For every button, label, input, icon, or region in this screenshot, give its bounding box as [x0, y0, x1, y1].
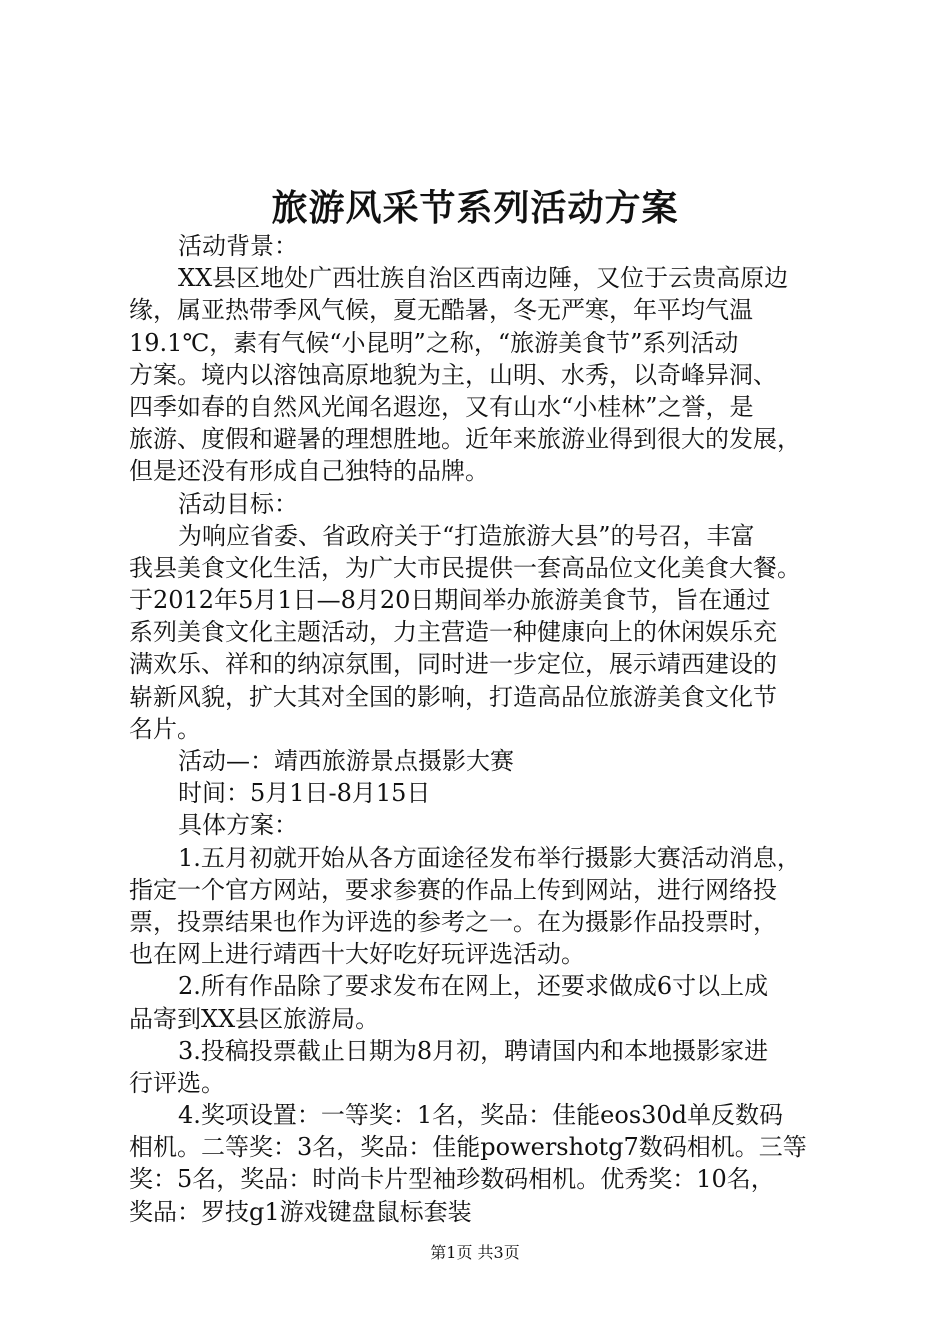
text-line: 相机。二等奖：3名，奖品：佳能powershotg7数码相机。三等 [129, 1133, 807, 1162]
text-line: 名片。 [129, 714, 201, 743]
text-line: XX县区地处广西壮族自治区西南边陲，又位于云贵高原边 [178, 264, 789, 293]
page-title: 旅游风采节系列活动方案 [271, 187, 679, 229]
text-line: 我县美食文化生活，为广大市民提供一套高品位文化美食大餐。 [129, 553, 801, 582]
text-line: 活动背景： [178, 232, 298, 260]
text-line: 行评选。 [129, 1068, 225, 1097]
text-line: 但是还没有形成自己独特的品牌。 [129, 457, 489, 486]
page-footer: 第1页 共3页 [430, 1243, 520, 1262]
text-line: 奖品：罗技g1游戏键盘鼠标套装 [129, 1197, 472, 1226]
text-line: 时间：5月1日-8月15日 [178, 779, 431, 808]
text-line: 方案。境内以溶蚀高原地貌为主，山明、水秀，以奇峰异洞、 [129, 360, 777, 389]
text-line: 3.投稿投票截止日期为8月初，聘请国内和本地摄影家进 [178, 1036, 769, 1065]
text-line: 4.奖项设置：一等奖：1名，奖品：佳能eos30d单反数码 [178, 1101, 784, 1130]
text-line: 2.所有作品除了要求发布在网上，还要求做成6寸以上成 [178, 972, 769, 1001]
document-body [129, 230, 833, 1228]
text-line: 满欢乐、祥和的纳凉氛围，同时进一步定位，展示靖西建设的 [129, 650, 777, 679]
text-line: 具体方案： [178, 811, 298, 840]
text-line: 崭新风貌，扩大其对全国的影响，打造高品位旅游美食文化节 [129, 682, 777, 711]
text-line: 系列美食文化主题活动，力主营造一种健康向上的休闲娱乐充 [129, 618, 777, 647]
text-line: 缘，属亚热带季风气候，夏无酷暑，冬无严寒，年平均气温 [129, 296, 753, 325]
text-line: 1.五月初就开始从各方面途径发布举行摄影大赛活动消息， [178, 843, 801, 872]
text-line: 旅游、度假和避暑的理想胜地。近年来旅游业得到很大的发展， [129, 425, 801, 454]
text-line: 指定一个官方网站，要求参赛的作品上传到网站，进行网络投 [129, 875, 777, 904]
text-line: 19.1℃，素有气候“小昆明”之称，“旅游美食节”系列活动 [129, 328, 739, 357]
text-line: 奖：5名，奖品：时尚卡片型袖珍数码相机。优秀奖：10名， [129, 1165, 775, 1194]
text-line: 品寄到XX县区旅游局。 [129, 1004, 380, 1033]
text-line: 为响应省委、省政府关于“打造旅游大县”的号召，丰富 [178, 521, 755, 550]
text-line: 四季如春的自然风光闻名遐迩，又有山水“小桂林”之誉，是 [129, 392, 754, 421]
text-line: 也在网上进行靖西十大好吃好玩评选活动。 [129, 940, 585, 969]
text-line: 活动—：靖西旅游景点摄影大赛 [178, 747, 514, 775]
text-line: 活动目标： [178, 489, 298, 518]
text-line: 票，投票结果也作为评选的参考之一。在为摄影作品投票时， [129, 907, 777, 936]
text-line: 于2012年5月1日—8月20日期间举办旅游美食节，旨在通过 [129, 586, 771, 615]
